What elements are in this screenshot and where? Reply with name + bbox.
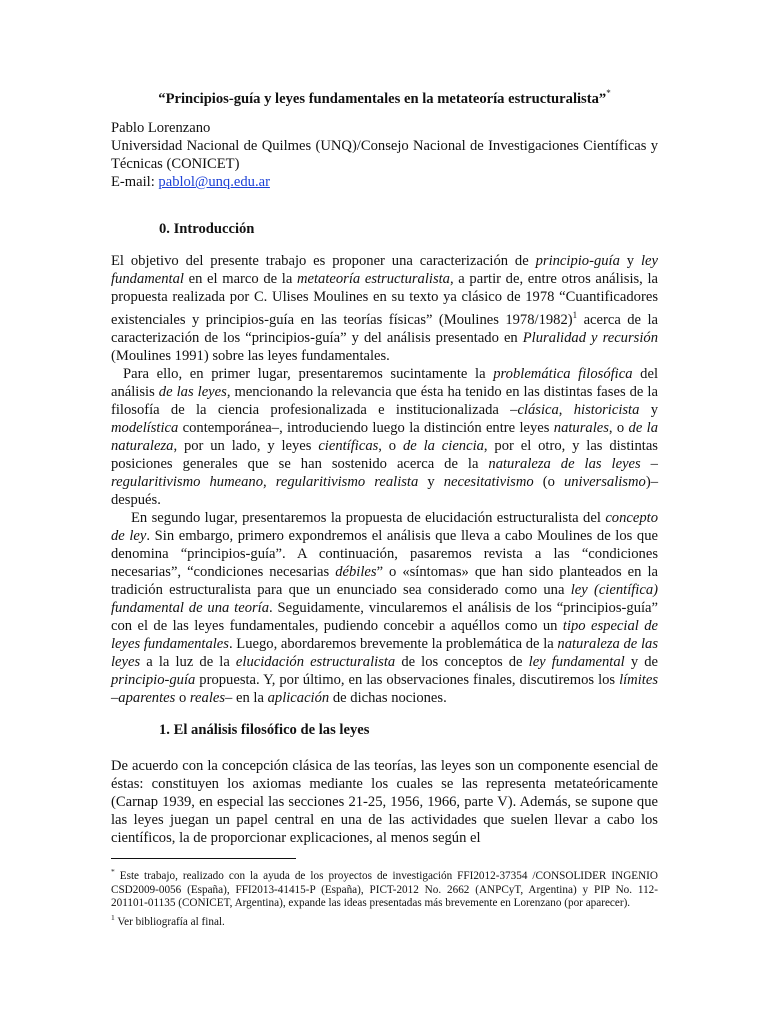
footnotes [111,865,658,929]
section1-paragraph-1: De acuerdo con la concepción clásica de las teorías, las leyes son un componente esencial de éstas: constituyen los axiomas mediante los cuales se las representa metateóricamente (Carnap 1939, en especial las secciones 21-25, 1956, 1966, parte V). Además, se supone que las leyes juegan un papel central en una de las actividades que suelen llevar a cabo los científicos, la de proporcionar explicaciones, al menos según el [111,758,658,846]
title-footnote-mark: * [606,88,611,98]
author-affiliation: Universidad Nacional de Quilmes (UNQ)/Consejo Nacional de Investigaciones Científicas y Técnicas (CONICET) [111,138,658,172]
footnote-ref-1: 1 [572,310,578,320]
paper-title: “Principios-guía y leyes fundamentales en la metateoría estructuralista”* [158,88,611,107]
author-block [111,119,658,191]
section-introduction [111,252,658,707]
intro-paragraph-2: Para ello, en primer lugar, presentaremos sucintamente la problemática filosófica del análisis de las leyes, mencionando la relevancia que ésta ha tenido en las distintas fases de la filosofía de la ciencia profesionalizada e institucionalizada –clásica, historicista y modelística contemporánea–, introduciendo luego la distinción entre leyes naturales, o de la naturaleza, por un lado, y leyes científicas, o de la ciencia, por el otro, y las distintas posiciones generales que se han sostenido acerca de la naturaleza de las leyes –regularitivismo humeano, regularitivismo realista y necesitativismo (o universalismo)– después. [111,366,659,508]
author-email-line: E-mail: pablol@unq.edu.ar [111,174,270,190]
intro-paragraph-3: En segundo lugar, presentaremos la propuesta de elucidación estructuralista del concepto de ley. Sin embargo, primero expondremos el análisis que lleva a cabo Moulines de los que denomina “principios-guía”. A continuación, pasaremos revista a las “condiciones necesarias”, “condiciones necesarias débiles” o «síntomas» que han sido planteados en la tradición estructuralista para que un enunciado sea considerado como una ley (científica) fundamental de una teoría. Seguidamente, vincularemos el análisis de los “principios-guía” con el de las leyes fundamentales, pudiendo concebir a aquéllos como un tipo especial de leyes fundamentales. Luego, abordaremos brevemente la problemática de la naturaleza de las leyes a la luz de la elucidación estructuralista de los conceptos de ley fundamental y de principio-guía propuesta. Y, por último, en las observaciones finales, discutiremos los límites –aparentes o reales– en la aplicación de dichas nociones. [111,510,658,706]
author-email-link[interactable]: pablol@unq.edu.ar [158,174,270,190]
section-heading-analisis-leyes: 1. El análisis filosófico de las leyes [159,722,370,738]
intro-paragraph-1: El objetivo del presente trabajo es proponer una caracterización de principio-guía y ley fundamental en el marco de la metateoría estructuralista, a partir de, entre otros análisis, la propuesta realizada por C. Ulises Moulines en su texto ya clásico de 1978 “Cuantificadores existenciales y principios-guía en las teorías físicas” (Moulines 1978/1982)$^1$ acerca de la caracterización de los “principios-guía” y del análisis presentado en Pluralidad y recursión (Moulines 1991) sobre las leyes fundamentales. [111,253,659,364]
footnote-1: $^1$ Ver bibliografía al final. [111,912,225,928]
author-name: Pablo Lorenzano [111,120,211,136]
footnote-divider [111,858,296,859]
section-heading-introduction: 0. Introducción [159,221,255,237]
section-analisis-leyes [111,757,658,847]
footnote-star: * Este trabajo, realizado con la ayuda de los proyectos de investigación FFI2012-37354 /CONSOLIDER INGENIO CSD2009-0056 (España), FFI2013-41415-P (España), PICT-2012 No. 2662 (ANPCyT, Argentina) y PIP No. 112-201101-01135 (CONICET, Argentina), expande las ideas presentadas más brevemente en Lorenzano (por aparecer). [111,867,658,910]
